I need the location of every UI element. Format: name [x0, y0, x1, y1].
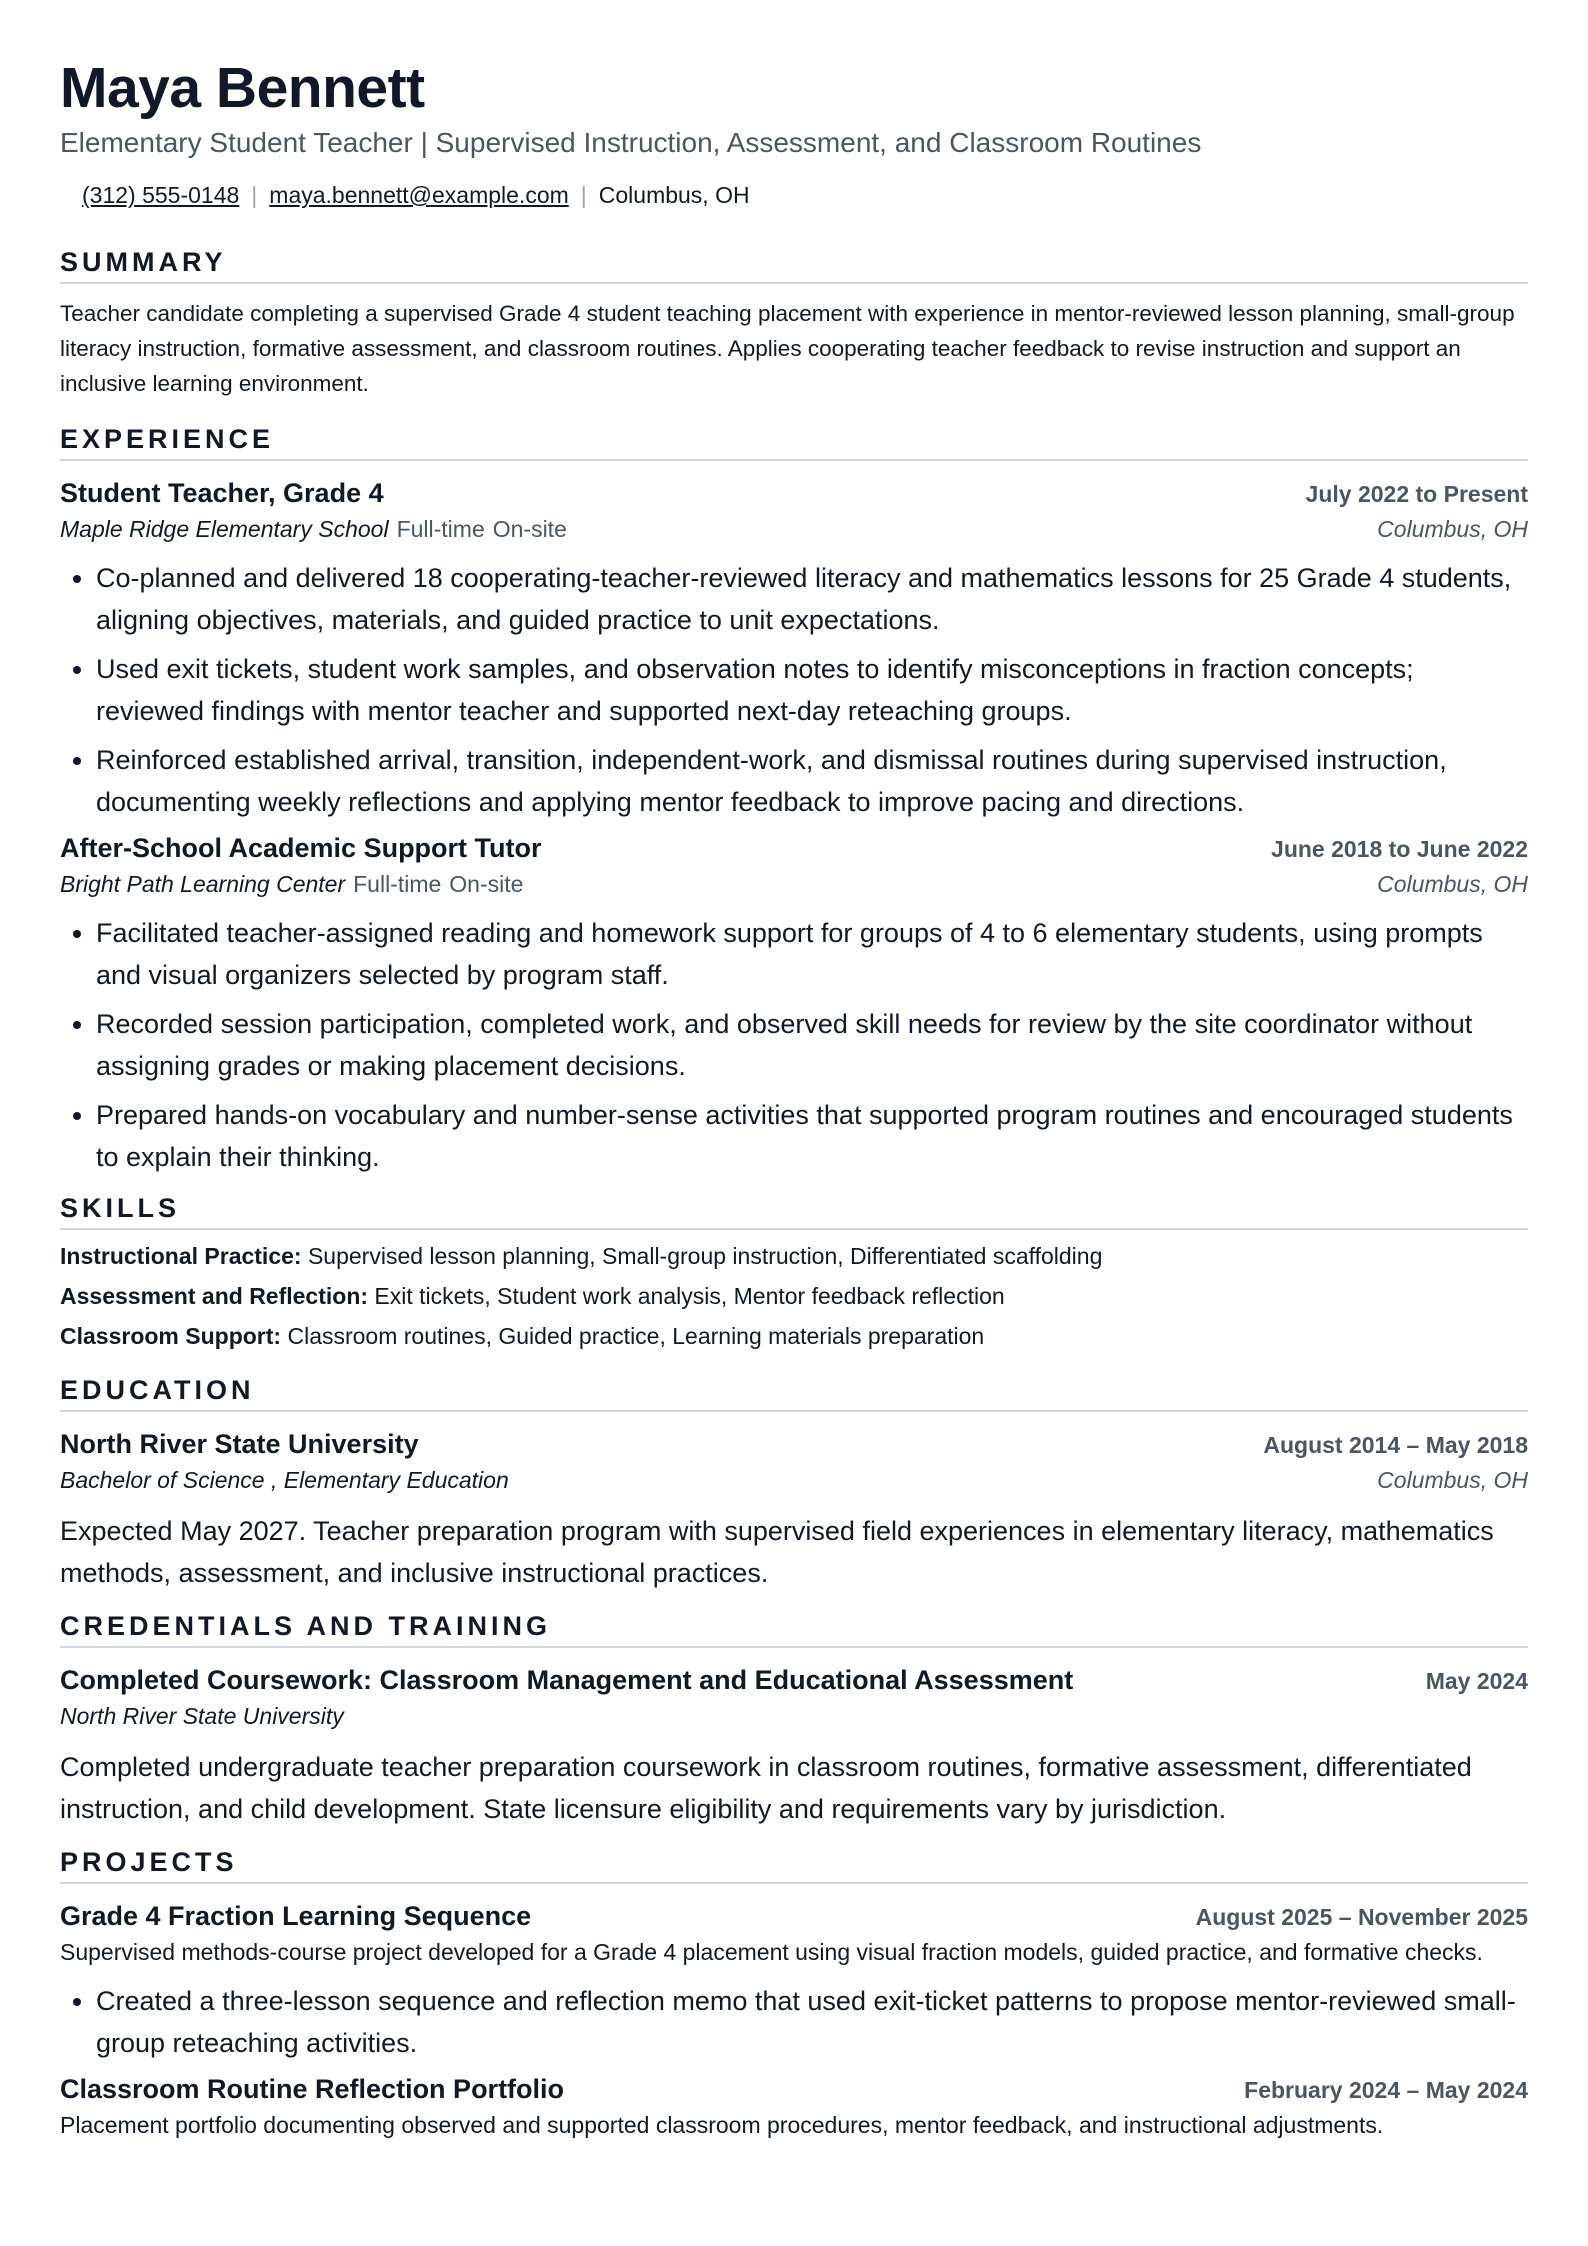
project-bullets: [60, 1980, 1528, 2064]
phone-link[interactable]: (312) 555-0148: [82, 182, 240, 208]
contact-separator: |: [580, 182, 587, 208]
project-name: Classroom Routine Reflection Portfolio: [60, 2074, 565, 2104]
resume-content: [60, 0, 1528, 2143]
summary-text: Teacher candidate completing a supervised Grade 4 student teaching placement with experience in mentor-reviewed lesson planning, small-group literacy instruction, formative assessment, and classroom routines. Applies cooperating teacher feedback to revise instruction and support an inclusive learning environment.: [60, 301, 1515, 396]
experience-entry: [60, 830, 1528, 1178]
bullet-item: • Created a three-lesson sequence and reflection memo that used exit-ticket patterns to propose mentor-reviewed small-group reteaching activities.: [96, 1980, 1528, 2064]
project-entry: [60, 1898, 1528, 2064]
section-title-experience: EXPERIENCE: [60, 423, 1528, 461]
credential-issuer-line: [60, 1698, 1528, 1734]
bullet-item: • Facilitated teacher-assigned reading and homework support for groups of 4 to 6 elementary students, using prompts and visual organizers selected by program staff.: [96, 912, 1528, 996]
school-name: North River State University: [60, 1429, 419, 1459]
job-bullets: [60, 557, 1528, 823]
bullet-item: • Reinforced established arrival, transition, independent-work, and dismissal routines during supervised instruction, documenting weekly reflections and applying mentor feedback to improve pacing and directions.: [96, 739, 1528, 823]
section-title-education: EDUCATION: [60, 1374, 1528, 1412]
job-location: Columbus, OH: [1377, 871, 1528, 897]
job-title: Student Teacher, Grade 4: [60, 478, 384, 508]
project-description: Placement portfolio documenting observed and supported classroom procedures, mentor feedback, and instructional adjustments.: [60, 2112, 1384, 2138]
bullet-item: • Recorded session participation, completed work, and observed skill needs for review by the site coordinator without assigning grades or making placement decisions.: [96, 1003, 1528, 1087]
headline: Elementary Student Teacher | Supervised Instruction, Assessment, and Classroom Routines: [60, 127, 1202, 158]
job-type: Full-time: [396, 516, 485, 542]
job-type: Full-time: [353, 871, 442, 897]
credential-date: May 2024: [1425, 1668, 1528, 1694]
section-title-summary: SUMMARY: [60, 246, 1528, 284]
education-dates: August 2014 – May 2018: [1263, 1432, 1528, 1458]
project-entry: [60, 2071, 1528, 2143]
contact-location: Columbus, OH: [598, 182, 750, 208]
job-company-line: [60, 866, 523, 902]
job-bullets: [60, 912, 1528, 1178]
education-description: Expected May 2027. Teacher preparation program with supervised field experiences in elementary literacy, mathematics methods, assessment, and inclusive instructional practices.: [60, 1516, 1494, 1588]
degree-line: [60, 1462, 509, 1498]
project-name: Grade 4 Fraction Learning Sequence: [60, 1901, 532, 1931]
credential-description: Completed undergraduate teacher preparation coursework in classroom routines, formative assessment, differentiated instruction, and child development. State licensure eligibility and requirements vary by jurisdiction.: [60, 1752, 1472, 1824]
education-location: Columbus, OH: [1377, 1467, 1528, 1493]
section-title-projects: PROJECTS: [60, 1846, 1528, 1884]
bullet-item: • Co-planned and delivered 18 cooperating-teacher-reviewed literacy and mathematics lessons for 25 Grade 4 students, aligning objectives, materials, and guided practice to unit expectations.: [96, 557, 1528, 641]
project-dates: August 2025 – November 2025: [1195, 1904, 1528, 1930]
bullet-item: • Prepared hands-on vocabulary and number-sense activities that supported program routines and encouraged students to explain their thinking.: [96, 1094, 1528, 1178]
skill-line: [60, 1236, 1528, 1276]
section-title-credentials: CREDENTIALS AND TRAINING: [60, 1610, 1528, 1648]
job-dates: July 2022 to Present: [1305, 481, 1528, 507]
project-description: Supervised methods-course project developed for a Grade 4 placement using visual fraction models, guided practice, and formative checks.: [60, 1939, 1483, 1965]
job-location: Columbus, OH: [1377, 516, 1528, 542]
job-company: Maple Ridge Elementary School: [60, 516, 389, 542]
credential-entry: [60, 1662, 1528, 1830]
job-company-line: [60, 511, 567, 547]
skill-label: Classroom Support:: [60, 1323, 282, 1349]
bullet-item: • Used exit tickets, student work samples, and observation notes to identify misconceptions in fraction concepts; reviewed findings with mentor teacher and supported next-day reteaching groups.: [96, 648, 1528, 732]
credential-name: Completed Coursework: Classroom Management and Educational Assessment: [60, 1665, 1074, 1695]
job-dates: June 2018 to June 2022: [1271, 836, 1528, 862]
skill-line: [60, 1276, 1528, 1316]
education-entry: [60, 1426, 1528, 1594]
job-company: Bright Path Learning Center: [60, 871, 346, 897]
credential-issuer: North River State University: [60, 1703, 344, 1729]
job-mode: On-site: [492, 516, 567, 542]
skill-label: Assessment and Reflection:: [60, 1283, 369, 1309]
job-title: After-School Academic Support Tutor: [60, 833, 542, 863]
skill-label: Instructional Practice:: [60, 1243, 302, 1269]
skill-value: Exit tickets, Student work analysis, Mentor feedback reflection: [374, 1283, 1005, 1309]
candidate-name: Maya Bennett: [60, 56, 425, 120]
section-title-skills: SKILLS: [60, 1192, 1528, 1230]
project-dates: February 2024 – May 2024: [1244, 2077, 1528, 2103]
contact-line: [60, 180, 1528, 210]
skill-line: [60, 1316, 1528, 1356]
contact-separator: |: [251, 182, 258, 208]
job-mode: On-site: [449, 871, 524, 897]
degree: Bachelor of Science , Elementary Education: [60, 1467, 509, 1493]
skills-list: [60, 1236, 1528, 1356]
skill-value: Supervised lesson planning, Small-group instruction, Differentiated scaffolding: [307, 1243, 1103, 1269]
email-link[interactable]: maya.bennett@example.com: [269, 182, 569, 208]
experience-entry: [60, 475, 1528, 823]
skill-value: Classroom routines, Guided practice, Learning materials preparation: [287, 1323, 985, 1349]
